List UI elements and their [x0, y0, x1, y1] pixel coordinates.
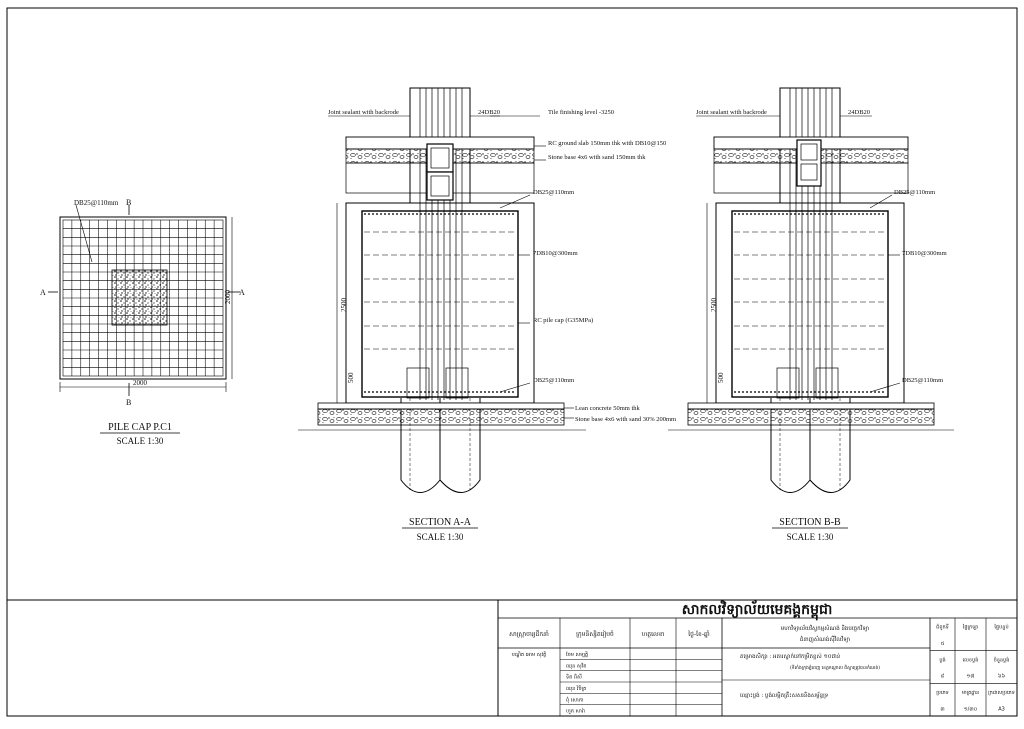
- aa-lean-concrete: Lean concrete 50mm thk: [575, 405, 640, 412]
- tb-cell: A3: [998, 706, 1005, 713]
- aa-ground-slab: RC ground slab 150mm thk with DB10@150: [548, 140, 667, 147]
- tb-cell: ១៧: [966, 673, 975, 680]
- tb-header-date: ថ្ងៃ-ខែ-ឆ្នាំ: [688, 631, 710, 638]
- horizontal-rebars: [734, 214, 886, 392]
- tb-cell: លេខប្លង់: [962, 657, 979, 664]
- stone-base-bottom: [688, 409, 934, 425]
- tb-cell: ៣: [940, 706, 945, 713]
- tb-institute: សាកលវិទ្យាល័យមេគង្គកម្ពុជា: [681, 602, 833, 618]
- tb-student: ពុំ សោភា: [566, 697, 584, 704]
- tb-faculty-2: ជំនាញសំណង់ស៊ីវិលវិទ្យា: [799, 637, 851, 643]
- bb-title: SECTION B-B: [779, 517, 841, 528]
- tb-project-sub: (ទីតាំងក្រុងភ្នំពេញ ខេត្តកណ្តាល ពិស្តារត្រូវបានកំណត់): [790, 666, 881, 671]
- section-a-mark-right: A: [239, 288, 245, 297]
- section-b-b: [668, 88, 954, 542]
- tb-cell: ៦៦: [997, 673, 1006, 680]
- tb-cell: ផ្ទៃបន្ទប់: [994, 624, 1009, 631]
- plan-title: PILE CAP P.C1: [108, 422, 172, 433]
- aa-tile-finish: Tile finishing level -3250: [548, 109, 615, 116]
- section-a-mark-left: A: [40, 288, 46, 297]
- plan-scale: SCALE 1:30: [116, 436, 164, 446]
- pile-cap-plan: [40, 198, 245, 446]
- tb-student: ទិត ពិសី: [566, 674, 582, 681]
- bb-top-bars: DB25@110mm: [894, 189, 936, 196]
- tb-cell: ៨: [940, 673, 945, 680]
- tb-cell: ប្រភេទ: [936, 689, 949, 696]
- bb-joint-sealant: Joint sealant with backrode: [696, 109, 767, 116]
- bb-dim-depth: 2500: [710, 298, 718, 312]
- plan-rebar-label: DB25@110mm: [74, 199, 119, 207]
- tb-cell: ប្លង់: [939, 657, 946, 664]
- tb-student: ចែម សម្បត្តិ: [566, 652, 589, 658]
- tb-supervisor: បណ្ឌិត អោម សុវត្ថិ: [511, 652, 547, 658]
- aa-pile-cap: RC pile cap (G35MPa): [533, 317, 594, 324]
- section-a-a: [298, 88, 676, 542]
- tb-cell: ៥: [940, 640, 945, 647]
- pile-cap-inner-rebar: [362, 211, 518, 397]
- aa-column-bars: 24DB20: [478, 109, 501, 116]
- bb-side-bars: 7DB10@300mm: [902, 250, 947, 257]
- aa-dim-embed: 500: [347, 372, 355, 383]
- tb-student: ហួត សារ៉ា: [566, 708, 586, 715]
- pile-cap-inner-rebar: [732, 211, 888, 397]
- tb-student: ឈុន វិចិត្រ: [566, 686, 587, 692]
- plan-dim-height: 2000: [224, 290, 232, 304]
- tb-student: ឈុន សុវិត: [566, 663, 587, 670]
- tb-faculty-1: មហាវិទ្យាល័យវិស្វកម្មសំណង់ និងបច្ចេកវិទ្យា: [780, 626, 870, 632]
- leader: [870, 383, 900, 392]
- bb-column-bars: 24DB20: [848, 109, 871, 116]
- tb-cell: មាត្រដ្ឋាន: [961, 689, 980, 696]
- aa-top-bars: DB25@110mm: [533, 189, 575, 196]
- section-b-mark-top: B: [126, 198, 132, 207]
- leader: [500, 383, 530, 392]
- tb-cell: ក្រដាសប្រភេទ: [988, 689, 1015, 696]
- pile-cap: [716, 203, 904, 403]
- tb-drawing: ឈ្មោះប្លង់ : ប្លង់លម្អិតគ្រឹះសសរនិងសម្ព័ន្ធទ្រ: [740, 693, 829, 699]
- horizontal-rebars: [364, 214, 516, 392]
- tb-header-signature: ហត្ថលេខា: [641, 631, 665, 638]
- column-bars: [420, 88, 462, 400]
- tb-right-grid: [930, 624, 1017, 713]
- leader: [870, 195, 892, 208]
- bb-bottom-bars: DB25@110mm: [902, 377, 944, 384]
- plan-dim-width: 2000: [133, 379, 147, 387]
- aa-joint-sealant: Joint sealant with backrode: [328, 109, 399, 116]
- aa-side-bars: 7DB10@300mm: [533, 250, 578, 257]
- aa-bottom-bars: DB25@110mm: [533, 377, 575, 384]
- tb-header-supervisor: សាស្ត្រាចារ្យដឹកនាំ: [509, 631, 549, 638]
- leader: [500, 195, 530, 208]
- aa-stone-base: Stone base 4x6 with sand 150mm thk: [548, 154, 646, 161]
- pile-cap: [346, 203, 534, 403]
- tie-box: [797, 140, 821, 186]
- tb-cell: ផ្ទៃក្រឡា: [962, 624, 979, 631]
- bb-dim-embed: 500: [717, 372, 725, 383]
- tb-cell: ជំពូកទី: [936, 624, 949, 631]
- aa-scale: SCALE 1:30: [416, 532, 464, 542]
- stone-base-bottom: [318, 409, 564, 425]
- aa-title: SECTION A-A: [409, 517, 471, 528]
- column-footprint: [112, 270, 167, 325]
- aa-stone-base-bottom: Stone base 4x6 with sand 30% 200mm: [575, 416, 677, 423]
- tb-project: គម្រោងសិក្សា : អគារស្នាក់នៅកម្រិតខ្ពស់ ១០ជាន់: [740, 654, 841, 660]
- lean-concrete: [688, 403, 934, 409]
- section-b-mark-bottom: B: [126, 398, 132, 407]
- tb-cell: ១/៣០: [963, 706, 978, 713]
- title-block: [498, 600, 1017, 716]
- tb-student-rows: [560, 651, 722, 715]
- aa-dim-depth: 2500: [340, 298, 348, 312]
- column-bars: [790, 88, 832, 400]
- tb-cell: ចំនួនប្លង់: [993, 657, 1010, 664]
- tb-header-students: ក្រុមនិស្សិតរៀបចំ: [576, 631, 614, 638]
- lean-concrete: [318, 403, 564, 409]
- bb-scale: SCALE 1:30: [786, 532, 834, 542]
